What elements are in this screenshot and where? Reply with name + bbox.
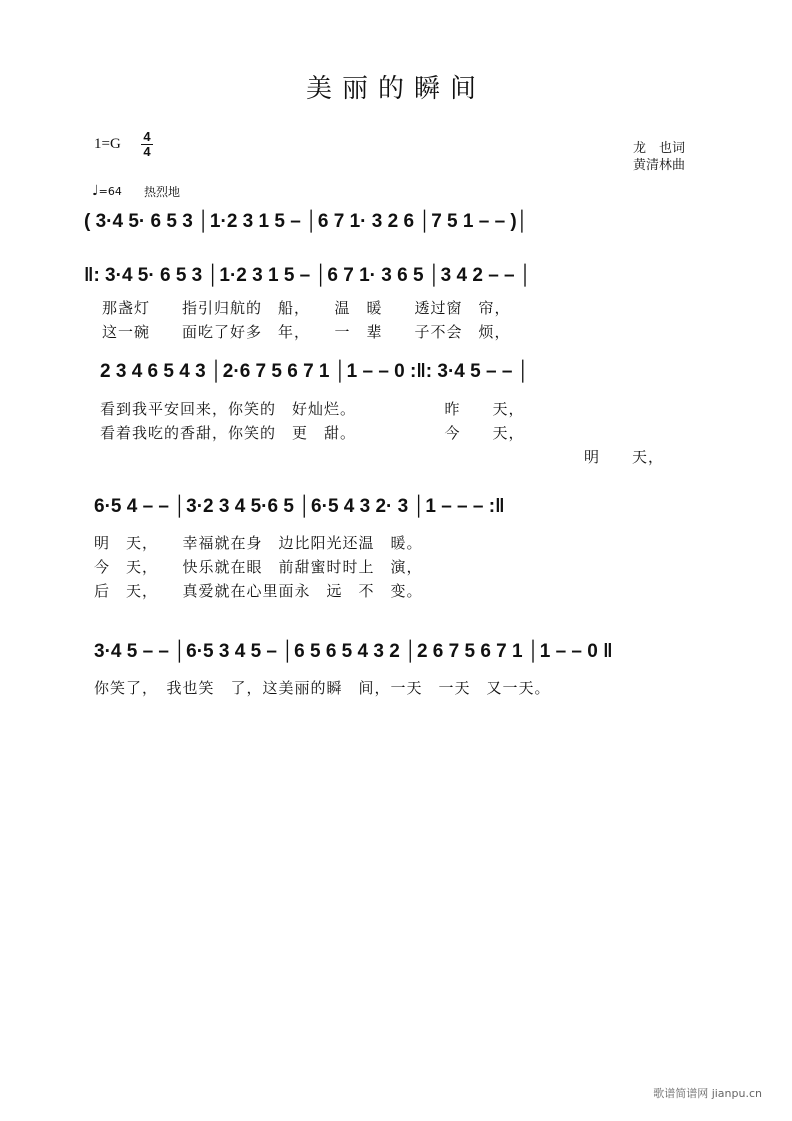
watermark: 歌谱简谱网 jianpu.cn — [653, 1087, 762, 1100]
lyric-line-2-2: 这一碗 面吃了好多 年， 一 辈 子不会 烦， — [102, 323, 511, 341]
key-signature: 1=G — [94, 136, 121, 152]
composer-credit: 黄清林曲 — [633, 158, 686, 173]
lyric-line-4-1: 明 天， 幸福就在身 边比阳光还温 暖。 — [94, 534, 423, 552]
melody-line-4: 6·5 4 – – │3·2 3 4 5·6 5 │6·5 4 3 2· 3 │1 – – – :‖ — [94, 496, 505, 517]
lyric-line-3-2: 看着我吃的香甜，你笑的 更 甜。 今 天， — [100, 424, 525, 442]
quarter-note-icon: ♩ — [92, 183, 99, 199]
song-title: 美丽的瞬间 — [305, 74, 486, 104]
tempo-value: =64 — [98, 185, 122, 198]
melody-line-3: 2 3 4 6 5 4 3 │2·6 7 5 6 7 1 │1 – – 0 :‖: 3·4 5 – – │ — [100, 361, 530, 382]
melody-line-1: ( 3·4 5· 6 5 3 │1·2 3 1 5 – │6 7 1· 3 2 6 │7 5 1 – – )│ — [84, 211, 529, 232]
lyric-line-4-2: 今 天， 快乐就在眼 前甜蜜时时上 演， — [94, 558, 423, 576]
time-signature-bottom: 4 — [141, 144, 153, 159]
time-signature — [141, 130, 153, 159]
lyric-line-4-3: 后 天， 真爱就在心里面永 远 不 变。 — [94, 582, 423, 600]
lyric-line-2-1: 那盏灯 指引归航的 船， 温 暖 透过窗 帘， — [102, 299, 511, 317]
lyric-line-5-1: 你笑了， 我也笑 了，这美丽的瞬 间，一天 一天 又一天。 — [94, 679, 551, 697]
lyric-line-3-3: 明 天， — [584, 448, 665, 466]
melody-line-2: ‖: 3·4 5· 6 5 3 │1·2 3 1 5 – │6 7 1· 3 6 5 │3 4 2 – – │ — [84, 265, 532, 286]
tempo-marking — [92, 183, 122, 199]
melody-line-5: 3·4 5 – – │6·5 3 4 5 – │6 5 6 5 4 3 2 │2 6 7 5 6 7 1 │1 – – 0 ‖ — [94, 641, 613, 662]
lyricist-credit: 龙 也词 — [633, 141, 686, 156]
time-signature-top: 4 — [143, 129, 151, 144]
expression-marking: 热烈地 — [144, 185, 181, 199]
lyric-line-3-1: 看到我平安回来，你笑的 好灿烂。 昨 天， — [100, 400, 525, 418]
